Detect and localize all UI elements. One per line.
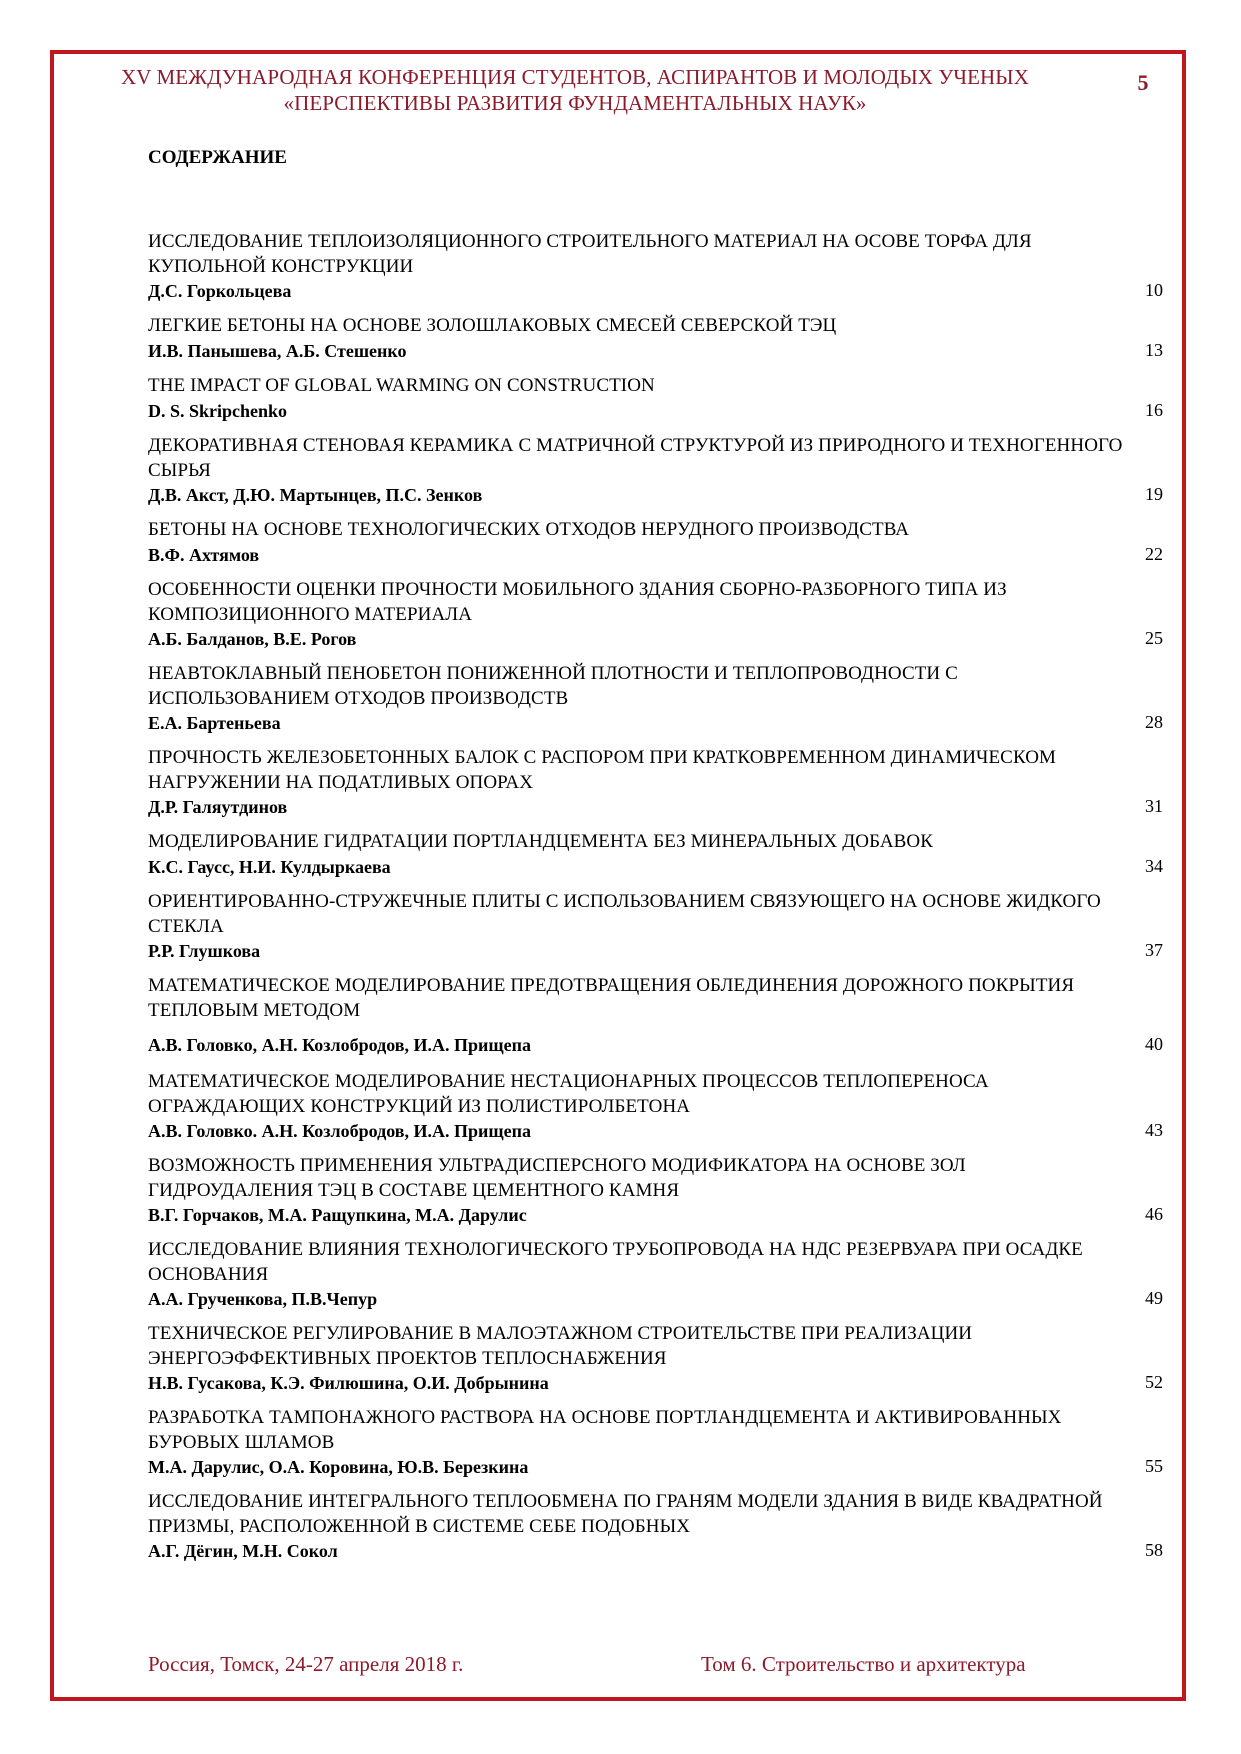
entry-page: 22	[1145, 543, 1163, 564]
conference-header	[70, 64, 1080, 116]
entry-page: 31	[1145, 796, 1163, 816]
entry-authors: Д.С. Горкольцева	[148, 281, 292, 301]
entry-authors: К.С. Гаусс, Н.И. Кулдыркаева	[148, 856, 391, 877]
entry-title: МОДЕЛИРОВАНИЕ ГИДРАТАЦИИ ПОРТЛАНДЦЕМЕНТА БЕЗ МИНЕРАЛЬНЫХ ДОБАВОК	[148, 831, 934, 852]
entry-title: БЕТОНЫ НА ОСНОВЕ ТЕХНОЛОГИЧЕСКИХ ОТХОДОВ НЕРУДНОГО ПРОИЗВОДСТВА	[148, 519, 910, 540]
toc-entry	[148, 518, 1163, 567]
entry-page: 58	[1145, 1540, 1163, 1560]
toc-entry	[148, 230, 1163, 303]
entry-title: ТЕХНИЧЕСКОЕ РЕГУЛИРОВАНИЕ В МАЛОЭТАЖНОМ СТРОИТЕЛЬСТВЕ ПРИ РЕАЛИЗАЦИИ ЭНЕРГОЭФФЕКТИВНЫХ ПРОЕКТОВ ТЕПЛОСНАБЖЕНИЯ	[148, 1323, 973, 1369]
entry-authors: А.Г. Дёгин, М.Н. Сокол	[148, 1541, 338, 1561]
entry-authors: М.А. Дарулис, О.А. Коровина, Ю.В. Березкина	[148, 1457, 529, 1477]
entry-page: 43	[1145, 1120, 1163, 1140]
entry-title: МАТЕМАТИЧЕСКОЕ МОДЕЛИРОВАНИЕ НЕСТАЦИОНАРНЫХ ПРОЦЕССОВ ТЕПЛОПЕРЕНОСА ОГРАЖДАЮЩИХ КОНСТРУКЦИЙ ИЗ ПОЛИСТИРОЛБЕТОНА	[148, 1071, 989, 1117]
entry-page: 55	[1145, 1456, 1163, 1476]
entry-page: 49	[1145, 1288, 1163, 1308]
toc-entry	[148, 374, 1163, 423]
entry-title: НЕАВТОКЛАВНЫЙ ПЕНОБЕТОН ПОНИЖЕННОЙ ПЛОТНОСТИ И ТЕПЛОПРОВОДНОСТИ С ИСПОЛЬЗОВАНИЕМ ОТХОДОВ ПРОИЗВОДСТВ	[148, 663, 958, 709]
toc-entry	[148, 1322, 1163, 1395]
entry-title: РАЗРАБОТКА ТАМПОНАЖНОГО РАСТВОРА НА ОСНОВЕ ПОРТЛАНДЦЕМЕНТА И АКТИВИРОВАННЫХ БУРОВЫХ ШЛАМОВ	[148, 1407, 1062, 1453]
entry-authors: В.Ф. Ахтямов	[148, 544, 260, 565]
entry-authors: Р.Р. Глушкова	[148, 941, 261, 961]
toc-entry	[148, 974, 1163, 1057]
entry-page: 16	[1145, 399, 1163, 420]
toc-entry	[148, 1154, 1163, 1227]
entry-title: ОСОБЕННОСТИ ОЦЕНКИ ПРОЧНОСТИ МОБИЛЬНОГО ЗДАНИЯ СБОРНО-РАЗБОРНОГО ТИПА ИЗ КОМПОЗИЦИОННОГО МАТЕРИАЛА	[148, 579, 1007, 625]
page-number: 5	[1137, 70, 1149, 95]
entry-title: ДЕКОРАТИВНАЯ СТЕНОВАЯ КЕРАМИКА С МАТРИЧНОЙ СТРУКТУРОЙ ИЗ ПРИРОДНОГО И ТЕХНОГЕННОГО СЫРЬЯ	[148, 435, 1123, 481]
entry-page: 19	[1145, 484, 1163, 504]
entry-authors: Е.А. Бартеньева	[148, 713, 281, 733]
entry-page: 37	[1145, 940, 1163, 960]
entry-page: 40	[1145, 1034, 1163, 1054]
header-line-2: «ПЕРСПЕКТИВЫ РАЗВИТИЯ ФУНДАМЕНТАЛЬНЫХ НАУК»	[283, 91, 867, 115]
toc-entry	[148, 1070, 1163, 1143]
entry-authors: А.Б. Балданов, В.Е. Рогов	[148, 629, 357, 649]
toc-entry	[148, 890, 1163, 963]
entry-page: 25	[1145, 628, 1163, 648]
entry-title: ИССЛЕДОВАНИЕ ТЕПЛОИЗОЛЯЦИОННОГО СТРОИТЕЛЬНОГО МАТЕРИАЛ НА ОСОВЕ ТОРФА ДЛЯ КУПОЛЬНОЙ КОНСТРУКЦИИ	[148, 231, 1032, 277]
entry-title: THE IMPACT OF GLOBAL WARMING ON CONSTRUCTION	[148, 375, 655, 396]
entry-title: ПРОЧНОСТЬ ЖЕЛЕЗОБЕТОННЫХ БАЛОК С РАСПОРОМ ПРИ КРАТКОВРЕМЕННОМ ДИНАМИЧЕСКОМ НАГРУЖЕНИИ НА ПОДАТЛИВЫХ ОПОРАХ	[148, 747, 1057, 793]
entry-authors: D. S. Skripchenko	[148, 400, 288, 421]
toc-entry	[148, 578, 1163, 651]
toc-entry	[148, 434, 1163, 507]
header-line-1: XV МЕЖДУНАРОДНАЯ КОНФЕРЕНЦИЯ СТУДЕНТОВ, АСПИРАНТОВ И МОЛОДЫХ УЧЕНЫХ	[121, 65, 1029, 89]
toc-entry	[148, 830, 1163, 879]
entry-authors: В.Г. Горчаков, М.А. Ращупкина, М.А. Дарулис	[148, 1205, 527, 1225]
entry-page: 28	[1145, 712, 1163, 732]
toc-entry	[148, 746, 1163, 819]
entry-title: ВОЗМОЖНОСТЬ ПРИМЕНЕНИЯ УЛЬТРАДИСПЕРСНОГО МОДИФИКАТОРА НА ОСНОВЕ ЗОЛ ГИДРОУДАЛЕНИЯ ТЭЦ В СОСТАВЕ ЦЕМЕНТНОГО КАМНЯ	[148, 1155, 966, 1201]
entry-title: ЛЕГКИЕ БЕТОНЫ НА ОСНОВЕ ЗОЛОШЛАКОВЫХ СМЕСЕЙ СЕВЕРСКОЙ ТЭЦ	[148, 315, 837, 336]
toc-entry	[148, 1238, 1163, 1311]
entry-authors: Н.В. Гусакова, К.Э. Филюшина, О.И. Добрынина	[148, 1373, 549, 1393]
entry-page: 52	[1145, 1372, 1163, 1392]
toc-title: СОДЕРЖАНИЕ	[148, 147, 287, 168]
entry-authors: Д.В. Акст, Д.Ю. Мартынцев, П.С. Зенков	[148, 485, 483, 505]
entry-page: 46	[1145, 1204, 1163, 1224]
toc-entry	[148, 1490, 1163, 1563]
toc-entry	[148, 1406, 1163, 1479]
toc-entry	[148, 314, 1163, 363]
entry-title: ИССЛЕДОВАНИЕ ИНТЕГРАЛЬНОГО ТЕПЛООБМЕНА ПО ГРАНЯМ МОДЕЛИ ЗДАНИЯ В ВИДЕ КВАДРАТНОЙ ПРИЗМЫ, РАСПОЛОЖЕННОЙ В СИСТЕМЕ СЕБЕ ПОДОБНЫХ	[148, 1491, 1103, 1537]
entry-authors: И.В. Панышева, А.Б. Стешенко	[148, 340, 407, 361]
entry-authors: Д.Р. Галяутдинов	[148, 797, 288, 817]
toc-entry	[148, 662, 1163, 735]
entry-page: 10	[1145, 280, 1163, 300]
entry-page: 34	[1145, 855, 1163, 876]
entry-title: ИССЛЕДОВАНИЕ ВЛИЯНИЯ ТЕХНОЛОГИЧЕСКОГО ТРУБОПРОВОДА НА НДС РЕЗЕРВУАРА ПРИ ОСАДКЕ ОСНОВАНИЯ	[148, 1239, 1083, 1285]
entry-title: МАТЕМАТИЧЕСКОЕ МОДЕЛИРОВАНИЕ ПРЕДОТВРАЩЕНИЯ ОБЛЕДИНЕНИЯ ДОРОЖНОГО ПОКРЫТИЯ ТЕПЛОВЫМ МЕТОДОМ	[148, 975, 1075, 1021]
entry-authors: А.В. Головко. А.Н. Козлобродов, И.А. Прищепа	[148, 1121, 531, 1141]
entry-authors: А.В. Головко, А.Н. Козлобродов, И.А. Прищепа	[148, 1035, 531, 1055]
entry-page: 13	[1145, 339, 1163, 360]
footer-location-date: Россия, Томск, 24-27 апреля 2018 г.	[148, 1652, 464, 1676]
entry-title: ОРИЕНТИРОВАННО-СТРУЖЕЧНЫЕ ПЛИТЫ С ИСПОЛЬЗОВАНИЕМ СВЯЗУЮЩЕГО НА ОСНОВЕ ЖИДКОГО СТЕКЛА	[148, 891, 1101, 937]
footer-volume: Том 6. Строительство и архитектура	[701, 1652, 1026, 1676]
entry-authors: А.А. Грученкова, П.В.Чепур	[148, 1289, 378, 1309]
